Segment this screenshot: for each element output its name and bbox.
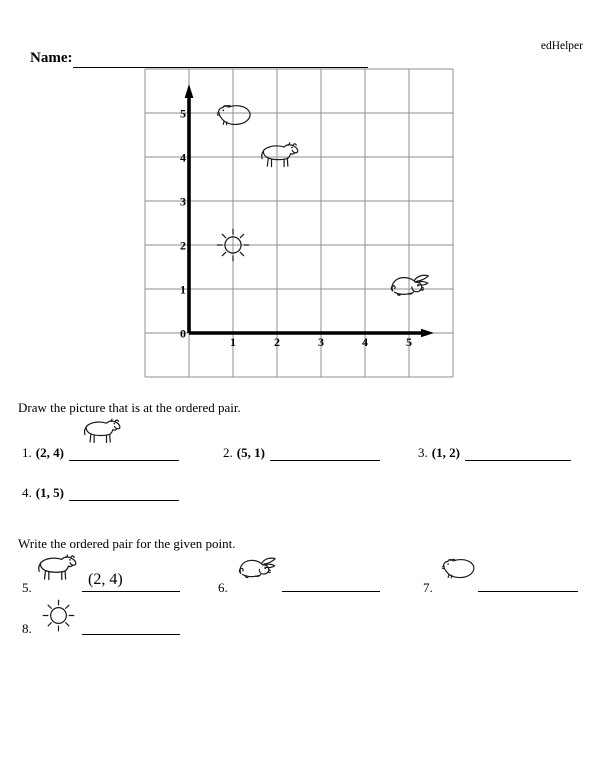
sun-icon <box>40 597 77 634</box>
y-tick-label: 4 <box>180 150 186 165</box>
question-number: 5. <box>22 580 32 595</box>
written-answer: (2, 4) <box>88 571 123 588</box>
ordered-pair: (5, 1) <box>236 445 265 460</box>
answer-blank[interactable] <box>69 485 179 501</box>
x-tick-label: 3 <box>318 335 324 349</box>
gridlines <box>145 69 453 377</box>
name-blank-line[interactable] <box>73 51 368 68</box>
brand-logo: edHelper <box>540 40 583 52</box>
x-tick-label: 1 <box>230 335 236 349</box>
cow-icon <box>262 143 298 167</box>
x-axis-arrow-icon <box>421 329 434 337</box>
axes <box>185 84 434 337</box>
guinea-pig-icon <box>217 105 250 124</box>
ordered-pair: (1, 2) <box>431 445 460 460</box>
coordinate-grid <box>145 69 453 377</box>
guinea-pig-icon <box>437 556 478 581</box>
question-number: 1. <box>22 445 32 460</box>
x-axis-labels <box>230 335 412 349</box>
y-axis-labels <box>180 107 186 341</box>
answer-blank[interactable] <box>478 577 578 592</box>
name-label: Name: <box>30 50 73 66</box>
x-tick-label: 2 <box>274 335 280 349</box>
cow-icon <box>79 417 123 445</box>
question-number: 8. <box>22 621 32 636</box>
question-1 <box>22 446 179 461</box>
answer-blank[interactable] <box>465 445 571 461</box>
grid-point-icons <box>217 105 428 295</box>
x-tick-label: 4 <box>362 335 368 349</box>
question-number: 6. <box>218 580 228 595</box>
y-tick-label: 1 <box>180 282 186 297</box>
y-tick-label: 2 <box>180 238 186 253</box>
rabbit-icon <box>235 555 279 584</box>
x-tick-label: 5 <box>406 335 412 349</box>
section-draw-instruction: Draw the picture that is at the ordered pair. <box>18 400 241 415</box>
question-number: 4. <box>22 485 32 500</box>
y-tick-label: 3 <box>180 194 186 209</box>
section-write-instruction: Write the ordered pair for the given point. <box>18 536 236 551</box>
y-tick-label: 0 <box>180 326 186 341</box>
answer-blank[interactable] <box>69 445 179 461</box>
cow-icon <box>33 553 79 582</box>
question-number: 7. <box>423 580 433 595</box>
y-axis-arrow-icon <box>185 84 194 98</box>
question-4 <box>22 486 179 501</box>
question-number: 3. <box>418 445 428 460</box>
answer-blank[interactable] <box>270 445 380 461</box>
question-2 <box>223 446 380 461</box>
ordered-pair: (1, 5) <box>35 485 64 500</box>
rabbit-icon <box>391 275 428 295</box>
answer-blank[interactable] <box>282 577 380 592</box>
question-number: 2. <box>223 445 233 460</box>
question-3 <box>418 446 571 461</box>
ordered-pair: (2, 4) <box>35 445 64 460</box>
answer-blank[interactable] <box>82 620 180 635</box>
y-tick-label: 5 <box>180 106 186 121</box>
